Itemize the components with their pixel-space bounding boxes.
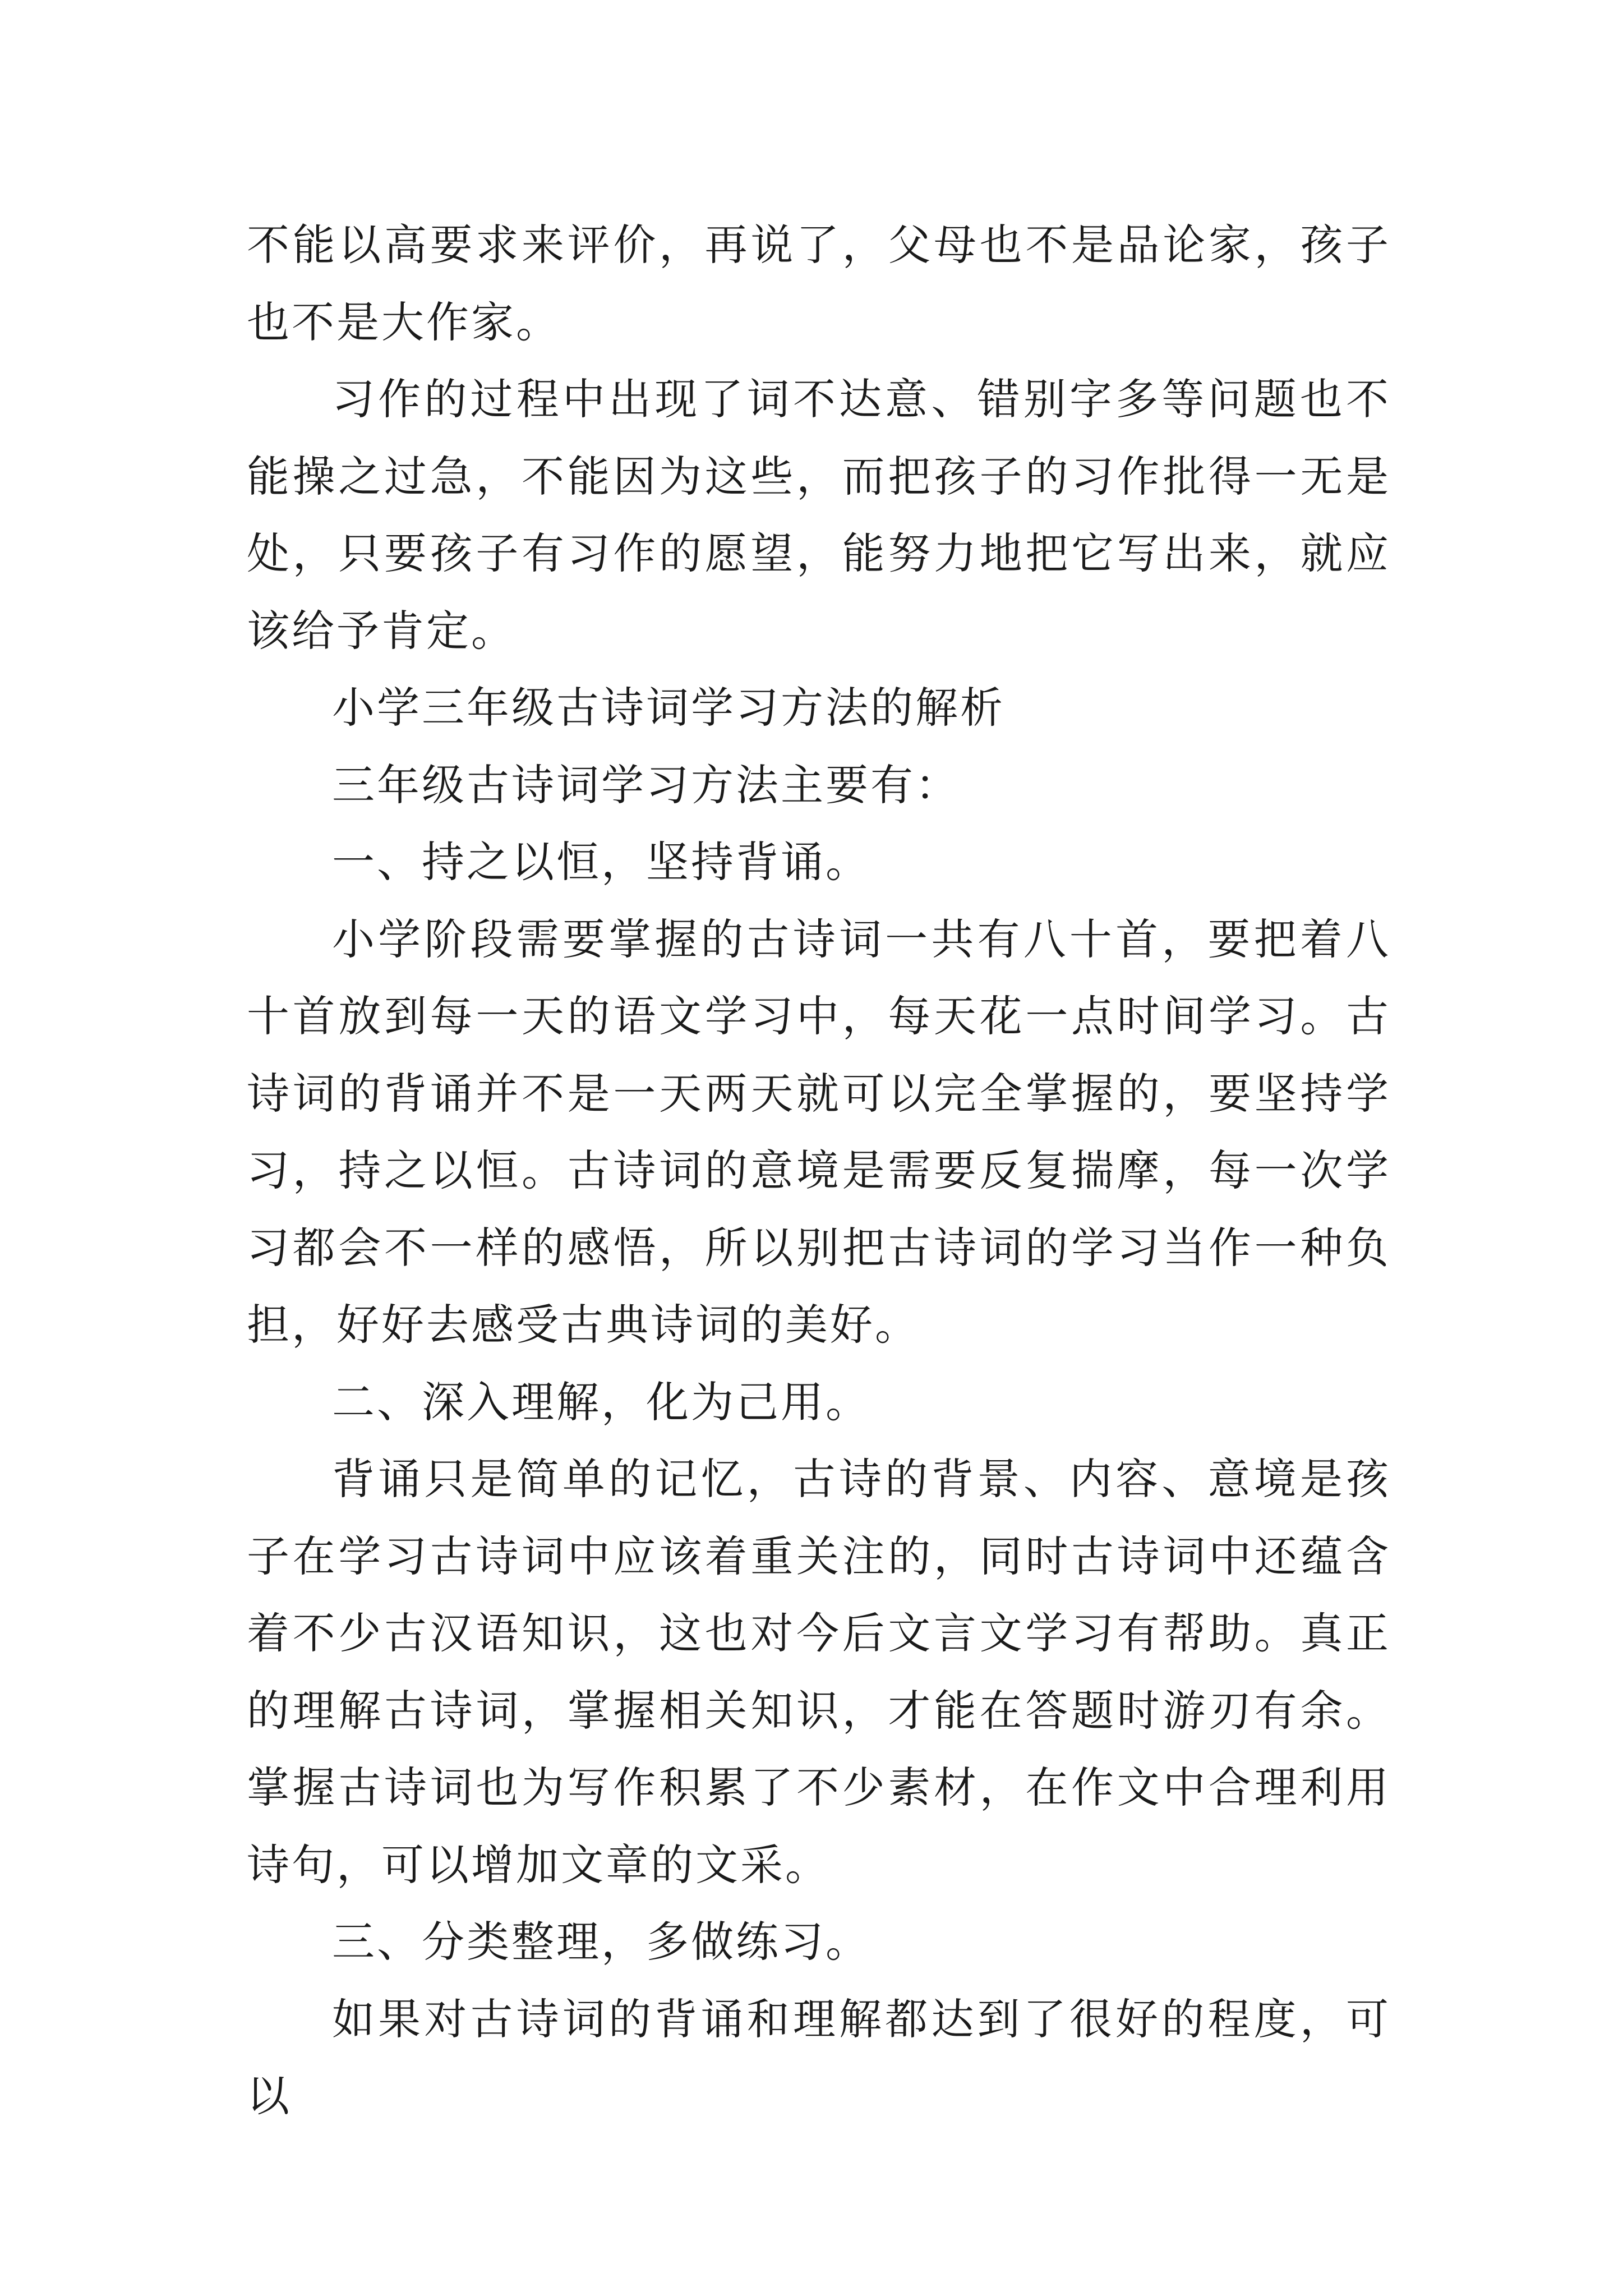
- paragraph-writing-errors: 习作的过程中出现了词不达意、错别字多等问题也不能操之过急，不能因为这些，而把孩子的习作批得一无是处，只要孩子有习作的愿望，能努力地把它写出来，就应该给予肯定。: [247, 374, 1391, 656]
- method-heading-3: 三、分类整理，多做练习。: [332, 1917, 870, 1967]
- body-text: [247, 206, 1391, 2135]
- paragraph-method-2: 背诵只是简单的记忆，古诗的背景、内容、意境是孩子在学习古诗词中应该着重关注的，同时古诗词中还蕴含着不少古汉语知识，这也对今后文言文学习有帮助。真正的理解古诗词，掌握相关知识，才能在答题时游刃有余。掌握古诗词也为写作积累了不少素材，在作文中合理利用诗句，可以增加文章的文采。: [247, 1454, 1391, 1890]
- paragraph-continuation: 不能以高要求来评价，再说了，父母也不是品论家，孩子也不是大作家。: [247, 220, 1391, 347]
- section-heading-poetry-methods: 小学三年级古诗词学习方法的解析: [332, 683, 1005, 733]
- method-heading-1: 一、持之以恒，坚持背诵。: [332, 837, 870, 887]
- paragraph-method-1: 小学阶段需要掌握的古诗词一共有八十首，要把着八十首放到每一天的语文学习中，每天花一点时间学习。古诗词的背诵并不是一天两天就可以完全掌握的，要坚持学习，持之以恒。古诗词的意境是需要反复揣摩，每一次学习都会不一样的感悟，所以别把古诗词的学习当作一种负担，好好去感受古典诗词的美好。: [247, 914, 1391, 1350]
- paragraph-method-3: 如果对古诗词的背诵和理解都达到了很好的程度，可以: [247, 1994, 1391, 2121]
- method-heading-2: 二、深入理解，化为己用。: [332, 1377, 870, 1427]
- paragraph-methods-intro: 三年级古诗词学习方法主要有：: [332, 760, 960, 810]
